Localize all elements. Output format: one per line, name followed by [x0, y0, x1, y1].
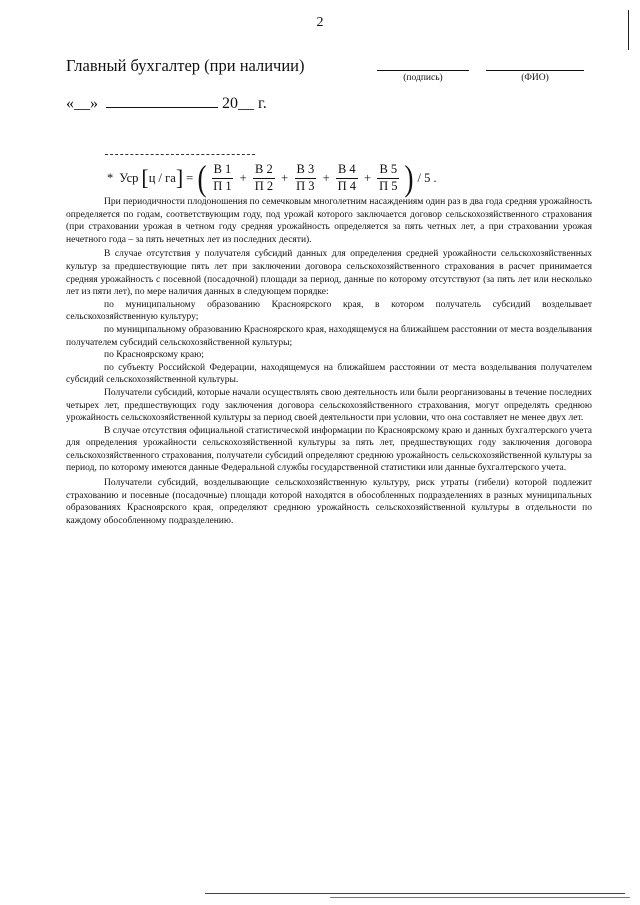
fraction-2-denominator: П 2 — [254, 178, 274, 193]
formula-plus: + — [281, 170, 289, 185]
formula-open-paren: ( — [197, 158, 207, 198]
fraction-3 — [294, 163, 316, 192]
formula-plus: + — [364, 170, 372, 185]
fraction-4-denominator: П 4 — [337, 178, 357, 193]
formula-star: * — [107, 170, 114, 185]
paragraph-periodicity: При периодичности плодоношения по семечковым многолетним насаждениям один раз в два года средняя урожайность определяется по годам, соответствующим году, под урожай которого заключается договор сельскохозяйственного страхования (при страховании урожая в четном году средняя урожайность определяется за пять четных лет, а при страховании урожая нечетного года – за пять нечетных лет из последних десяти). — [66, 197, 592, 245]
list-item-krasnoyarsk-krai: по Красноярскому краю; — [104, 350, 204, 361]
formula-unit-close: ] — [175, 165, 184, 190]
date-month-blank — [106, 107, 218, 108]
fraction-2-numerator: В 2 — [253, 163, 275, 178]
fraction-1-numerator: В 1 — [212, 163, 234, 178]
formula-plus: + — [239, 170, 247, 185]
fraction-3-denominator: П 3 — [296, 178, 315, 193]
paragraph-no-statistics: В случае отсутствия официальной статистической информации по Красноярскому краю и данных бухгалтерского учета для определения урожайности сельскохозяйственной культуры за пять лет, предшествующих году заключения договора сельскохозяйственного страхования, получатели субсидий определяют среднюю урожайность сельскохозяйственной культуры за период, по которому имеются данные Федеральной службы государственной статистики или данные бухгалтерского учета. — [66, 425, 592, 474]
fraction-3-numerator: В 3 — [295, 163, 317, 178]
date-line — [66, 95, 267, 113]
fraction-2 — [253, 163, 275, 192]
list-item-nearest-municipality: по муниципальному образованию Красноярского края, находящемуся на ближайшем расстоянии от места возделывания получателем субсидий сельскохозяйственной культуры; — [66, 324, 592, 348]
scan-edge-right — [628, 10, 629, 50]
formula-tail: / 5 . — [417, 170, 437, 185]
signature-line — [377, 70, 469, 71]
formula-lhs: Уср — [119, 170, 139, 185]
fio-line — [486, 70, 584, 71]
date-year: 20__ г. — [222, 95, 267, 112]
paragraph-separate-divisions: Получатели субсидий, возделывающие сельскохозяйственную культуру, риск утраты (гибели) которой подлежит страхованию и посевные (посадочные) площади которой находятся в обособленных подразделениях в разных муниципальных образованиях Красноярского края, определяют среднюю урожайность сельскохозяйственной культуры в отдельности по каждому обособленному подразделению. — [66, 478, 592, 526]
scan-edge-bottom — [205, 893, 625, 894]
paragraph-missing-data: В случае отсутствия у получателя субсидий данных для определения средней урожайности сельскохозяйственных культур за предшествующие пять лет при заключении договора сельскохозяйственного страхования в расчет принимается средняя урожайность с посевной (посадочной) площади за период, данные по которому отсутствуют (за пять лет или несколько лет из пяти лет), по мере наличия данных в следующем порядке: — [66, 249, 592, 298]
paragraph-new-recipients: Получатели субсидий, которые начали осуществлять свою деятельность или были реорганизованы в течение последних четырех лет, предшествующих году заключения договора сельскохозяйственного страхования, могут определять среднюю урожайность сельскохозяйственной культуры за период своей деятельности при условии, что она составляет не менее двух лет. — [66, 387, 592, 424]
fraction-1-denominator: П 1 — [213, 178, 232, 193]
signature-caption: (подпись) — [403, 73, 443, 83]
fraction-1 — [211, 163, 233, 192]
scan-edge-bottom-secondary — [330, 897, 630, 898]
page-number: 2 — [316, 15, 324, 30]
fio-caption: (ФИО) — [521, 73, 549, 83]
formula-close-paren: ) — [404, 158, 413, 198]
fraction-4-numerator: В 4 — [336, 163, 358, 178]
fraction-5-numerator: В 5 — [377, 163, 399, 178]
list-item-municipality: по муниципальному образованию Красноярского края, в котором получатель субсидий возделывает сельскохозяйственную культуру; — [66, 299, 592, 323]
fraction-4 — [336, 163, 358, 192]
fraction-5-denominator: П 5 — [379, 178, 398, 193]
fraction-5 — [377, 163, 399, 192]
chief-accountant-label: Главный бухгалтер (при наличии) — [66, 56, 305, 75]
date-day: «__» — [66, 95, 98, 112]
formula-unit-open: [ — [141, 165, 149, 190]
footnote-separator — [105, 154, 255, 155]
list-item-nearest-subject: по субъекту Российской Федерации, находящемуся на ближайшем расстоянии от места возделывания получателем субсидий сельскохозяйственной культуры. — [66, 362, 592, 386]
yield-formula — [104, 159, 440, 197]
formula-equals: = — [186, 170, 194, 185]
body-text — [66, 196, 592, 527]
formula-unit: ц / га — [148, 170, 176, 185]
formula-plus: + — [322, 170, 330, 185]
